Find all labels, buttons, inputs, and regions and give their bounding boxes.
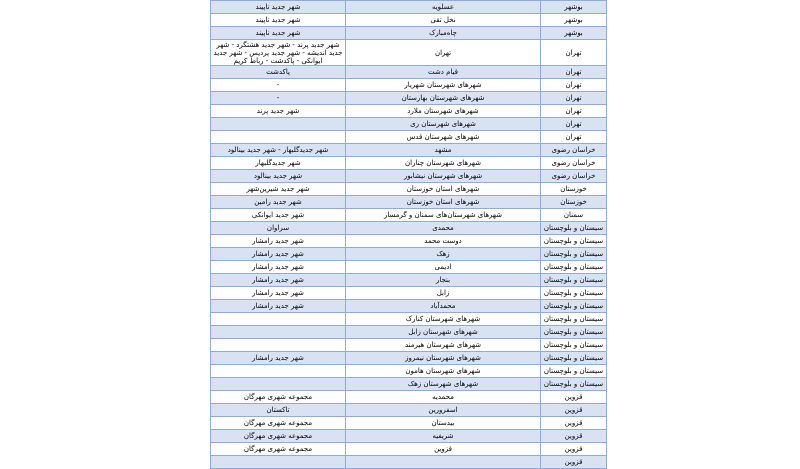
province-cell: سیستان و بلوچستان: [541, 300, 607, 313]
city-cell: شهرهای استان خوزستان: [346, 196, 541, 209]
province-cell: سیستان و بلوچستان: [541, 378, 607, 391]
table-row: [211, 170, 607, 183]
new-town-cell: تاکستان: [211, 404, 346, 417]
new-town-cell: مجموعه شهری مهرگان: [211, 391, 346, 404]
table-row: [211, 66, 607, 79]
table-row: [211, 313, 607, 326]
province-cell: تهران: [541, 40, 607, 66]
new-town-cell: -: [211, 79, 346, 92]
table-row: [211, 352, 607, 365]
new-town-cell: شهر جدید پرند - شهر جدید هشتگرد - شهر جدید اندیشه - شهر جدید پردیس - شهر جدید ایوانکی - پاکدشت - رباط کریم: [211, 40, 346, 66]
city-cell: بنجار: [346, 274, 541, 287]
province-cell: قزوین: [541, 391, 607, 404]
province-cell: خراسان رضوی: [541, 144, 607, 157]
table-row: [211, 92, 607, 105]
new-town-cell: شهر جدیدگلبهار: [211, 157, 346, 170]
table-row: [211, 235, 607, 248]
table-row: [211, 144, 607, 157]
city-cell: شهرهای شهرستان چناران: [346, 157, 541, 170]
city-cell: چاه‌مبارک: [346, 27, 541, 40]
new-town-cell: شهر جدید ناپیند: [211, 27, 346, 40]
province-cell: تهران: [541, 79, 607, 92]
city-cell: مشهد: [346, 144, 541, 157]
province-cell: سیستان و بلوچستان: [541, 365, 607, 378]
city-cell: شهرهای شهرستان ملارد: [346, 105, 541, 118]
new-town-cell: [211, 326, 346, 339]
province-cell: بوشهر: [541, 27, 607, 40]
table-row: [211, 339, 607, 352]
new-town-cell: شهر جدید رامشار: [211, 287, 346, 300]
province-cell: خراسان رضوی: [541, 157, 607, 170]
new-town-cell: شهر جدید ناپیند: [211, 1, 346, 14]
table-row: [211, 40, 607, 66]
province-cell: خوزستان: [541, 196, 607, 209]
new-town-cell: شهر جدید شیرین‌شهر: [211, 183, 346, 196]
province-cell: سیستان و بلوچستان: [541, 248, 607, 261]
city-cell: قیام دشت: [346, 66, 541, 79]
province-cell: تهران: [541, 118, 607, 131]
table-row: [211, 443, 607, 456]
table-row: [211, 222, 607, 235]
city-cell: شهرهای شهرستان ری: [346, 118, 541, 131]
new-town-cell: [211, 456, 346, 469]
city-cell: عسلویه: [346, 1, 541, 14]
city-cell: [346, 456, 541, 469]
table-row: [211, 248, 607, 261]
new-town-cell: [211, 131, 346, 144]
province-cell: سیستان و بلوچستان: [541, 235, 607, 248]
province-cell: سیستان و بلوچستان: [541, 339, 607, 352]
province-cell: قزوین: [541, 443, 607, 456]
table-row: [211, 118, 607, 131]
new-town-cell: شهر جدید بینالود: [211, 170, 346, 183]
new-town-cell: [211, 118, 346, 131]
province-cell: قزوین: [541, 404, 607, 417]
table-row: [211, 287, 607, 300]
new-town-cell: [211, 339, 346, 352]
table-row: [211, 274, 607, 287]
table-row: [211, 326, 607, 339]
city-cell: شهرهای شهرستان نیشابور: [346, 170, 541, 183]
table-row: [211, 105, 607, 118]
province-cell: قزوین: [541, 430, 607, 443]
table-row: [211, 183, 607, 196]
city-cell: اسفرورین: [346, 404, 541, 417]
city-cell: زابل: [346, 287, 541, 300]
cities-table-body: [211, 1, 607, 469]
city-cell: قزوین: [346, 443, 541, 456]
table-row: [211, 300, 607, 313]
new-town-cell: شهر جدید رامشار: [211, 352, 346, 365]
province-cell: قزوین: [541, 417, 607, 430]
province-cell: قزوین: [541, 456, 607, 469]
new-town-cell: شهر جدید رامشار: [211, 261, 346, 274]
province-cell: سیستان و بلوچستان: [541, 313, 607, 326]
new-town-cell: پاکدشت: [211, 66, 346, 79]
province-cell: سیستان و بلوچستان: [541, 326, 607, 339]
city-cell: شهرهای شهرستان بهارستان: [346, 92, 541, 105]
city-cell: محمدیه: [346, 391, 541, 404]
table-row: [211, 1, 607, 14]
new-town-cell: شهر جدید ایوانکی: [211, 209, 346, 222]
province-cell: سیستان و بلوچستان: [541, 222, 607, 235]
city-cell: شهرهای شهرستان شهریار: [346, 79, 541, 92]
cities-table: [210, 0, 607, 469]
table-row: [211, 131, 607, 144]
city-cell: شهرهای شهرستان‌های سمنان و گرمسار: [346, 209, 541, 222]
table-row: [211, 378, 607, 391]
city-cell: شریفیه: [346, 430, 541, 443]
table-row: [211, 430, 607, 443]
new-town-cell: شهر جدید رامشار: [211, 235, 346, 248]
new-town-cell: مجموعه شهری مهرگان: [211, 443, 346, 456]
city-cell: شهرهای شهرستان هیرمند: [346, 339, 541, 352]
new-town-cell: شهر جدید ناپیند: [211, 14, 346, 27]
new-town-cell: مجموعه شهری مهرگان: [211, 430, 346, 443]
new-town-cell: سراوان: [211, 222, 346, 235]
city-cell: شهرهای استان خوزستان: [346, 183, 541, 196]
table-row: [211, 391, 607, 404]
new-town-cell: شهر جدیدگلبهار - شهر جدید بینالود: [211, 144, 346, 157]
new-town-cell: -: [211, 92, 346, 105]
province-cell: سیستان و بلوچستان: [541, 287, 607, 300]
city-cell: ادیمی: [346, 261, 541, 274]
table-row: [211, 261, 607, 274]
table-row: [211, 79, 607, 92]
new-town-cell: شهر جدید پرند: [211, 105, 346, 118]
table-row: [211, 417, 607, 430]
city-cell: شهرهای شهرستان زهک: [346, 378, 541, 391]
city-cell: بیدستان: [346, 417, 541, 430]
province-cell: سیستان و بلوچستان: [541, 274, 607, 287]
city-cell: تهران: [346, 40, 541, 66]
city-cell: شهرهای شهرستان نیمروز: [346, 352, 541, 365]
table-row: [211, 14, 607, 27]
city-cell: نخل تقی: [346, 14, 541, 27]
table-row: [211, 27, 607, 40]
city-cell: محمدی: [346, 222, 541, 235]
table-row: [211, 196, 607, 209]
city-cell: زهک: [346, 248, 541, 261]
new-town-cell: شهر جدید رامشار: [211, 300, 346, 313]
province-cell: خوزستان: [541, 183, 607, 196]
table-row: [211, 209, 607, 222]
province-cell: سیستان و بلوچستان: [541, 261, 607, 274]
city-cell: شهرهای شهرستان کنارک: [346, 313, 541, 326]
province-cell: بوشهر: [541, 14, 607, 27]
new-town-cell: [211, 365, 346, 378]
province-cell: تهران: [541, 131, 607, 144]
province-cell: بوشهر: [541, 1, 607, 14]
city-cell: شهرهای شهرستان قدس: [346, 131, 541, 144]
province-cell: سیستان و بلوچستان: [541, 352, 607, 365]
province-cell: تهران: [541, 66, 607, 79]
new-town-cell: مجموعه شهری مهرگان: [211, 417, 346, 430]
new-town-cell: شهر جدید رامین: [211, 196, 346, 209]
province-cell: تهران: [541, 105, 607, 118]
new-town-cell: شهر جدید رامشار: [211, 274, 346, 287]
city-cell: شهرهای شهرستان زابل: [346, 326, 541, 339]
new-town-cell: شهر جدید رامشار: [211, 248, 346, 261]
table-row: [211, 456, 607, 469]
table-row: [211, 365, 607, 378]
city-cell: شهرهای شهرستان هامون: [346, 365, 541, 378]
new-town-cell: [211, 313, 346, 326]
new-town-cell: [211, 378, 346, 391]
province-cell: خراسان رضوی: [541, 170, 607, 183]
table-row: [211, 404, 607, 417]
province-cell: تهران: [541, 92, 607, 105]
city-cell: محمدآباد: [346, 300, 541, 313]
table-row: [211, 157, 607, 170]
city-cell: دوست محمد: [346, 235, 541, 248]
province-cell: سمنان: [541, 209, 607, 222]
